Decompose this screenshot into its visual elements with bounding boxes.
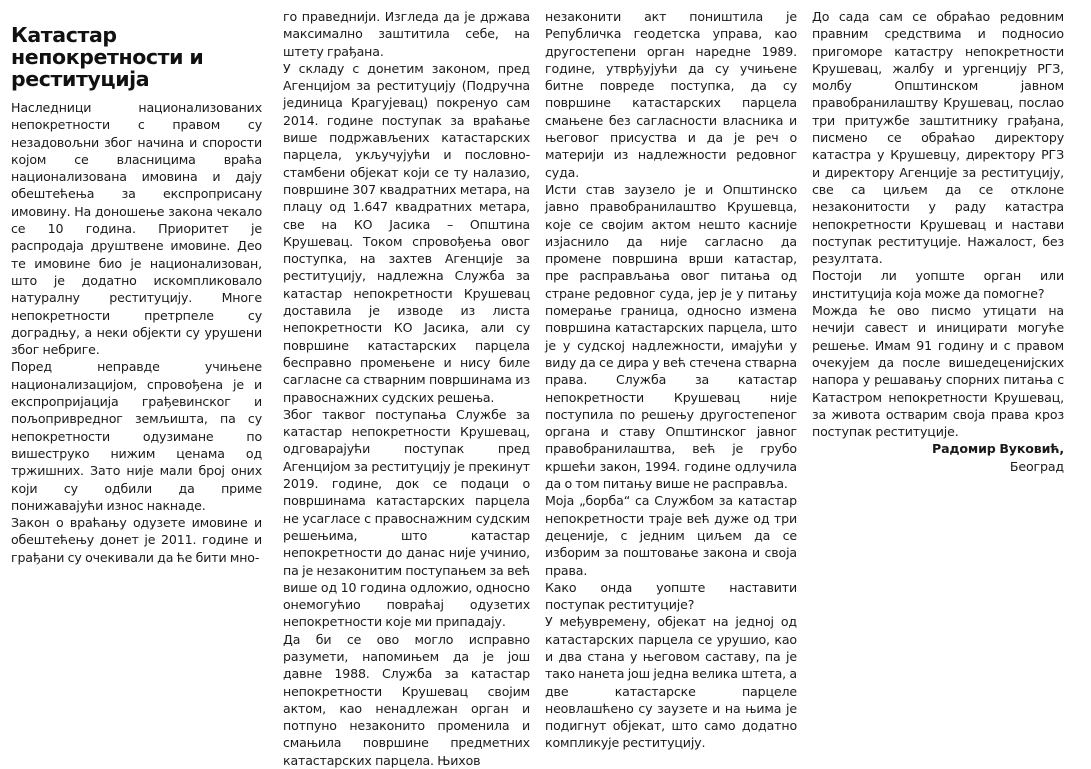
- paragraph: Закон о враћању одузете имовине и обештећењу донет је 2011. године и грађани су очекивали да ће бити мно-: [11, 515, 262, 565]
- paragraph: У међувремену, објекат на једној од катастарских парцела се урушио, као и два стана у његовом саставу, па је тако нанета још једна велика штета, а две катастарске парцеле неовлашћено су заузете и на њима је подигнут објекат, што само додатно компликује реституцију.: [545, 614, 797, 751]
- paragraph: Исти став заузело је и Општинско јавно правобранилаштво Крушевца, које се својим актом нешто касније изјаснило да није сагласно да промене површина врши катастар, пре расправљања овог питања од стране редовног суда, јер је у питању померање граница, односно измена површина катастарских парцела, што је у судској надлежности, имајући у виду да се дира у већ стечена стварна права. Служба за катастар непокретности Крушевац није поступила по решењу другостепеног органа и ставу Општинског јавног правобранилаштва, већ је грубо кршећи закон, 1994. године одлучила да о том питању више не расправља.: [545, 181, 797, 492]
- article-title: Катастар непокретности и реституција: [11, 23, 204, 91]
- paragraph: го праведнији. Изгледа да је држава максимално заштитила себе, на штету грађана.: [283, 9, 530, 59]
- article-column-1: [11, 24, 262, 566]
- paragraph: Постоји ли уопште орган или институција која може да помогне?: [812, 268, 1064, 301]
- article-column-3: [545, 8, 797, 752]
- paragraph: Поред неправде учињене национализацијом, спровођена је и експропријација грађевинског и пољопривредног земљишта, па су непокретности одузимане по вишеструко нижим ценама од тржишних. Зато није мали број оних који су одбили да приме понижавајући износ накнаде.: [11, 359, 262, 513]
- paragraph: У складу с донетим законом, пред Агенцијом за реституцију (Подручна јединица Крагујевац) покренуо сам 2014. године поступак за враћање више подржављених катастарских парцела, укључујући и пословно-стамбени објекат који се ту налазио, површине 307 квадратних метара, на плацу од 1.647 квадратних метара, све на КО Јасика – Општина Крушевац. Током спровођења овог поступка, на захтев Агенције за реституцију, надлежна Служба за катастар непокретности Крушевац доставила је изводе из листа непокретности КО Јасика, али су површине катастарских парцела бесправно промењене и нису биле сагласне са стварним површинама из правоснажних судских решења.: [283, 60, 530, 405]
- author-name: Радомир Вуковић,: [931, 441, 1064, 457]
- article-column-4: [812, 8, 1064, 475]
- paragraph: Моја „борба“ са Службом за катастар непокретности траје већ дуже од три деценије, с једним циљем да се изборим за поштовање закона и своја права.: [545, 493, 797, 578]
- author-city: Београд: [1009, 458, 1064, 474]
- paragraph: незаконити акт поништила је Републичка геодетска управа, као другостепени орган наредне 1989. године, утврђујући да су учињене битне повреде поступка, да су површине катастарских парцела смањене без сагласности власника и његовог присуства и да је реч о материји из надлежности редовног суда.: [545, 9, 797, 180]
- paragraph: Да би се ово могло исправно разумети, напомињем да је још давне 1988. Служба за катастар непокретности Крушевац својим актом, као ненадлежан орган и потпуно незаконито променила и смањила површине предметних катастарских парцела. Њихов: [283, 631, 530, 768]
- paragraph: До сада сам се обраћао редовним правним средствима и подносио пригоморе катастру непокретности Крушевац, жалбу и ургенцију РГЗ, молбу Општинском јавном правобранилаштву Крушевац, послао три притужбе заштитнику грађана, писмено се обраћао директору катастра у Крушевцу, директору РГЗ и директору Агенције за реституцију, све са циљем да се отклоне незаконитости у раду катастра непокретности Крушевац и настави поступак реституције. Нажалост, без резултата.: [812, 9, 1064, 267]
- paragraph: Како онда уопште наставити поступак реституције?: [545, 579, 797, 613]
- paragraph: Наследници национализованих непокретности с правом су незадовољни због начина и спорости којом се власницима враћа национализована имовина и дају обештећења за експроприсану имовину. На доношење закона чекало се 10 година. Приоритет је распродаја друштвене имовине. Део те имовине био је национализован, што је додатно искомпликовало натуралну реституцију. Многе непокретности претрпеле су доградњу, а неки објекти су урушени због небриге.: [11, 100, 262, 358]
- paragraph: Можда ће ово писмо утицати на нечији савест и иницирати могуће решење. Имам 91 годину и с правом очекујем да после вишедеценијских напора у решавању спорних питања с Катастром непокретности Крушевац, за живота остварим своја права кроз поступак реституције.: [812, 303, 1064, 440]
- article-column-2: [283, 8, 530, 769]
- paragraph: Због таквог поступања Службе за катастар непокретности Крушевац, одговарајући поступак пред Агенцијом за реституцију је прекинут 2019. године, док се подаци о површинама катастарских парцела не усагласе с правоснажним судским решењима, што катастар непокретности до данас није учинио, па је незаконитим поступањем за већ више од 10 година одложио, односно онемогућио повраћај одузетих непокретности које ми припадају.: [283, 406, 530, 630]
